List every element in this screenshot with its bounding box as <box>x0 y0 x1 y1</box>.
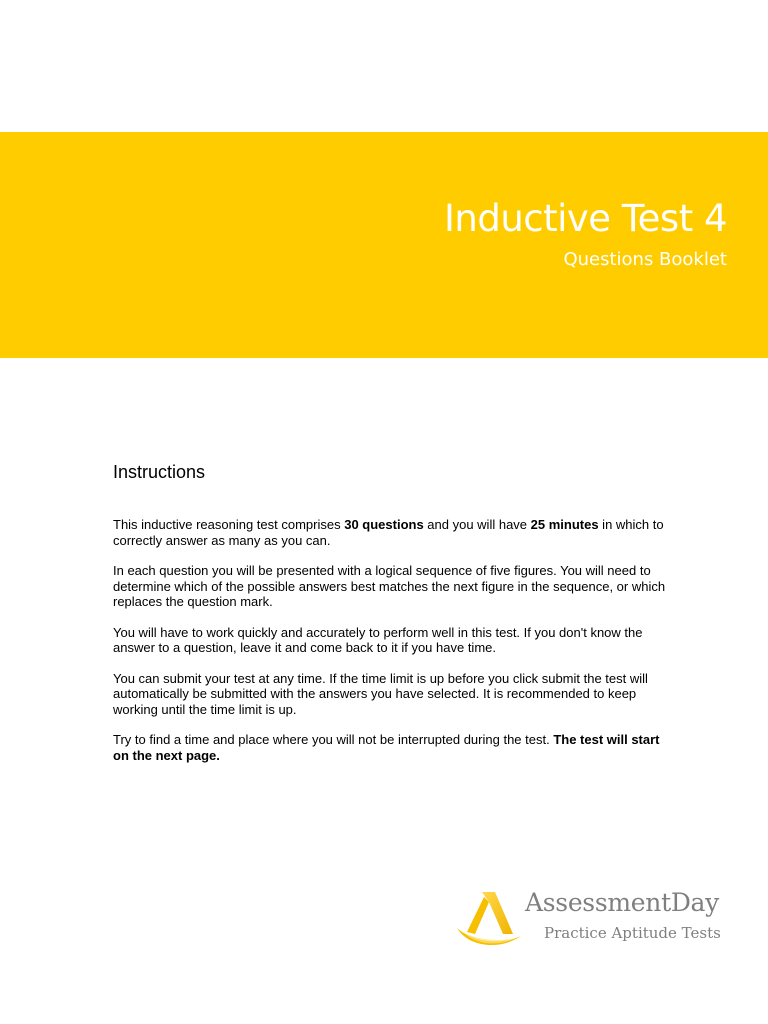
question-count: 30 questions <box>344 517 424 532</box>
document-title: Inductive Test 4 <box>443 197 727 240</box>
p1-text-c: and you will have <box>423 517 531 532</box>
instructions-paragraph-5 <box>113 732 673 763</box>
assessmentday-logo <box>455 884 745 954</box>
instructions-section <box>113 460 673 778</box>
p1-text-d: in which to correctly answer as many as you can. <box>113 517 664 548</box>
instructions-paragraph-4: You can submit your test at any time. If the time limit is up before you click submit the test will automatically be submitted with the answers you have selected. It is recommended to keep working until the time limit is up. <box>113 670 648 717</box>
instructions-heading: Instructions <box>113 462 206 482</box>
start-notice: The test will start on the next page. <box>113 732 660 763</box>
time-limit: 25 minutes <box>530 517 599 532</box>
document-subtitle: Questions Booklet <box>563 249 727 270</box>
logo-tagline: Practice Aptitude Tests <box>544 924 721 942</box>
logo-name: AssessmentDay <box>525 888 719 917</box>
instructions-paragraph-3: You will have to work quickly and accurately to perform well in this test. If you don't know the answer to a question, leave it and come back to it if you have time. <box>113 624 643 655</box>
assessmentday-a-icon <box>455 888 527 952</box>
p5-text-a: Try to find a time and place where you will not be interrupted during the test. <box>113 732 554 747</box>
instructions-paragraph-2: In each question you will be presented with a logical sequence of five figures. You will need to determine which of the possible answers best matches the next figure in the sequence, or which replaces the question mark. <box>113 563 666 609</box>
p1-text-a: This inductive reasoning test comprises <box>113 517 345 532</box>
instructions-paragraph-1 <box>113 517 673 548</box>
title-banner <box>0 132 768 358</box>
